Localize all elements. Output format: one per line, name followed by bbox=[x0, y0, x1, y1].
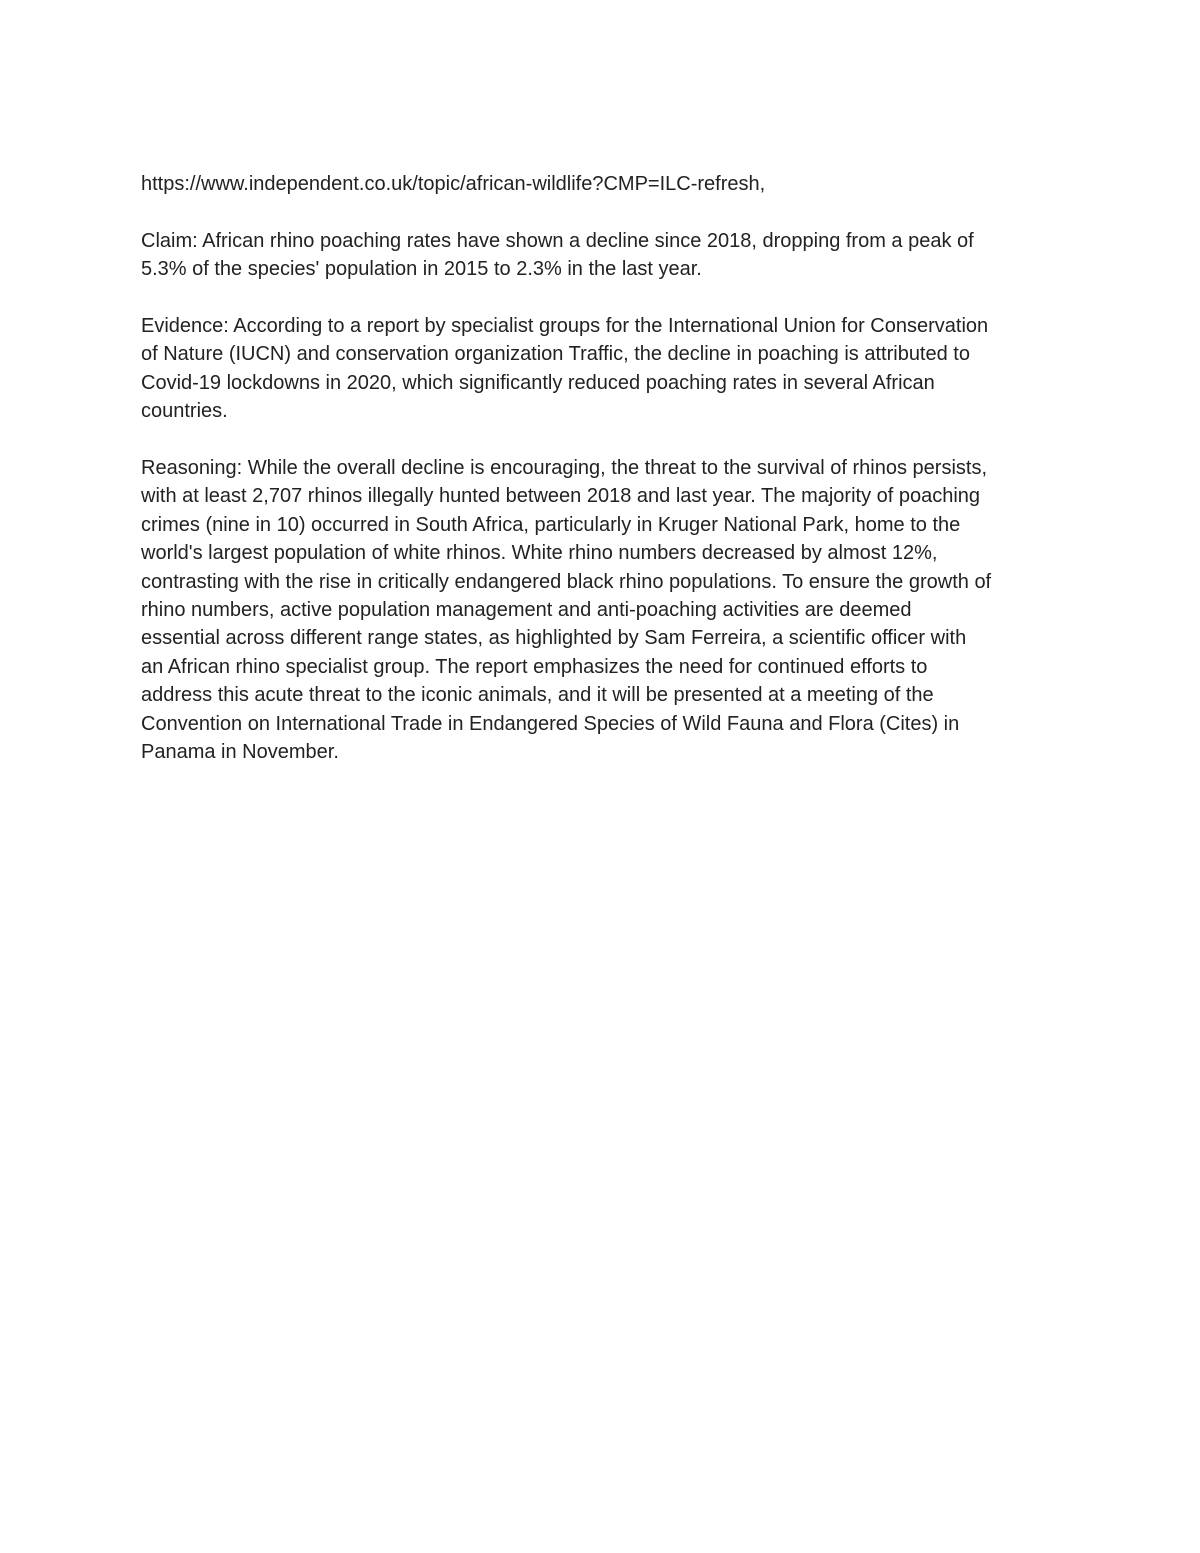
reasoning-line: world's largest population of white rhinos. White rhino numbers decreased by almost 12%, bbox=[141, 542, 938, 565]
reasoning-line: address this acute threat to the iconic animals, and it will be presented at a meeting of the bbox=[141, 684, 934, 707]
reasoning-line: Reasoning: While the overall decline is encouraging, the threat to the survival of rhinos persists, bbox=[141, 457, 988, 480]
evidence-paragraph bbox=[141, 312, 1071, 426]
reasoning-paragraph bbox=[141, 454, 1071, 766]
claim-line: Claim: African rhino poaching rates have shown a decline since 2018, dropping from a peak of bbox=[141, 229, 974, 252]
reasoning-line: Panama in November. bbox=[141, 741, 339, 764]
reasoning-line: crimes (nine in 10) occurred in South Africa, particularly in Kruger National Park, home to the bbox=[141, 513, 961, 536]
evidence-line: Evidence: According to a report by specialist groups for the International Union for Conservation bbox=[141, 315, 989, 337]
reasoning-line: essential across different range states, as highlighted by Sam Ferreira, a scientific officer with bbox=[141, 627, 967, 650]
reasoning-line: with at least 2,707 rhinos illegally hunted between 2018 and last year. The majority of poaching bbox=[141, 485, 981, 508]
evidence-line: Covid-19 lockdowns in 2020, which significantly reduced poaching rates in several African bbox=[141, 371, 935, 394]
evidence-line: of Nature (IUCN) and conservation organization Traffic, the decline in poaching is attributed to bbox=[141, 343, 970, 366]
reasoning-line: contrasting with the rise in critically endangered black rhino populations. To ensure the growth of bbox=[141, 570, 992, 593]
reasoning-line: Convention on International Trade in Endangered Species of Wild Fauna and Flora (Cites) in bbox=[141, 712, 960, 735]
document-body bbox=[141, 170, 1071, 795]
claim-paragraph bbox=[141, 227, 1071, 284]
reasoning-line: an African rhino specialist group. The report emphasizes the need for continued efforts to bbox=[141, 655, 928, 678]
source-url-paragraph bbox=[141, 170, 1071, 198]
claim-line: 5.3% of the species' population in 2015 to 2.3% in the last year. bbox=[141, 258, 702, 281]
evidence-line: countries. bbox=[141, 400, 228, 423]
reasoning-line: rhino numbers, active population management and anti-poaching activities are deemed bbox=[141, 599, 912, 622]
source-url[interactable]: https://www.independent.co.uk/topic/african-wildlife?CMP=ILC-refresh, bbox=[141, 173, 766, 195]
